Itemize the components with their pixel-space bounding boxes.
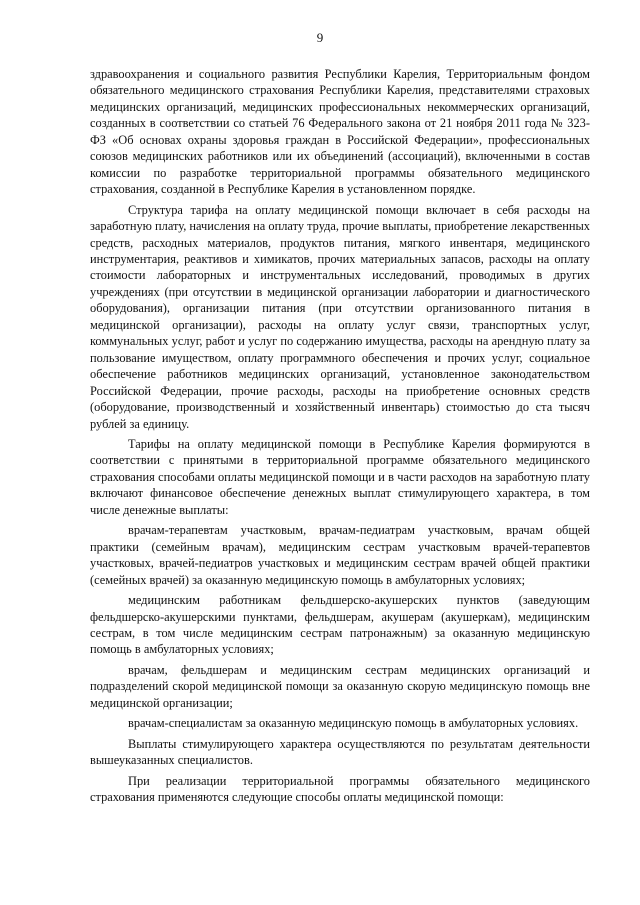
paragraph-incentive-payments: Выплаты стимулирующего характера осуществляются по результатам деятельности вышеуказанных специалистов.: [90, 736, 590, 768]
paragraph-payments-therapists: врачам-терапевтам участковым, врачам-педиатрам участковым, врачам общей практики (семейным врачам), медицинским сестрам участковым врачей-терапевтов участковых, врачей-педиатров участковых и медицинским сестрам врачей общей практики (семейных врачей) за оказанную медицинскую помощь в амбулаторных условиях;: [90, 523, 590, 587]
paragraph-payment-methods: При реализации территориальной программы обязательного медицинского страхования применяются следующие способы оплаты медицинской помощи:: [90, 773, 590, 805]
paragraph-payments-feldsher-points: медицинским работникам фельдшерско-акушерских пунктов (заведующим фельдшерско-акушерскими пунктами, фельдшерам, акушерам (акушеркам), медицинским сестрам, в том числе медицинским сестрам патронажным) за оказанную медицинскую помощь в амбулаторных условиях;: [90, 593, 590, 657]
paragraph-continuation: здравоохранения и социального развития Республики Карелия, Территориальным фондом обязательного медицинского страхования Республики Карелия, представителями страховых медицинских организаций, медицинских профессиональных некоммерческих организаций, созданных в соответствии со статьей 76 Федерального закона от 21 ноября 2011 года № 323-ФЗ «Об основах охраны здоровья граждан в Российской Федерации», профессиональных союзов медицинских работников или их объединений (ассоциаций), включенными в состав комиссии по разработке территориальной программы обязательного медицинского страхования, созданной в Республике Карелия в установленном порядке.: [90, 67, 590, 197]
paragraph-tariffs-formation: Тарифы на оплату медицинской помощи в Республике Карелия формируются в соответствии с принятыми в территориальной программе обязательного медицинского страхования способами оплаты медицинской помощи и в части расходов на заработную плату включают финансовое обеспечение денежных выплат стимулирующего характера, в том числе денежные выплаты:: [90, 436, 590, 517]
paragraph-payments-emergency: врачам, фельдшерам и медицинским сестрам медицинских организаций и подразделений скорой медицинской помощи за оказанную скорую медицинскую помощь вне медицинской организации;: [90, 662, 590, 710]
paragraph-payments-specialists: врачам-специалистам за оказанную медицинскую помощь в амбулаторных условиях.: [128, 716, 579, 731]
paragraph-tariff-structure: Структура тарифа на оплату медицинской помощи включает в себя расходы на заработную плату, начисления на оплату труда, прочие выплаты, приобретение лекарственных средств, расходных материалов, продуктов питания, мягкого инвентаря, медицинского инструментария, реактивов и химикатов, прочих материальных запасов, расходы на оплату стоимости лабораторных и инструментальных исследований, проводимых в других учреждениях (при отсутствии в медицинской организации лаборатории и диагностического оборудования), организации питания (при отсутствии организованного питания в медицинской организации), расходы на оплату услуг связи, транспортных услуг, коммунальных услуг, работ и услуг по содержанию имущества, расходы на арендную плату за пользование имуществом, оплату программного обеспечения и прочих услуг, социальное обеспечение работников медицинских организаций, установленное законодательством Российской Федерации, прочие расходы, расходы на приобретение основных средств (оборудование, производственный и хозяйственный инвентарь) стоимостью до ста тысяч рублей за единицу.: [90, 202, 590, 431]
document-body: [90, 66, 590, 809]
page-number: 9: [316, 30, 324, 45]
